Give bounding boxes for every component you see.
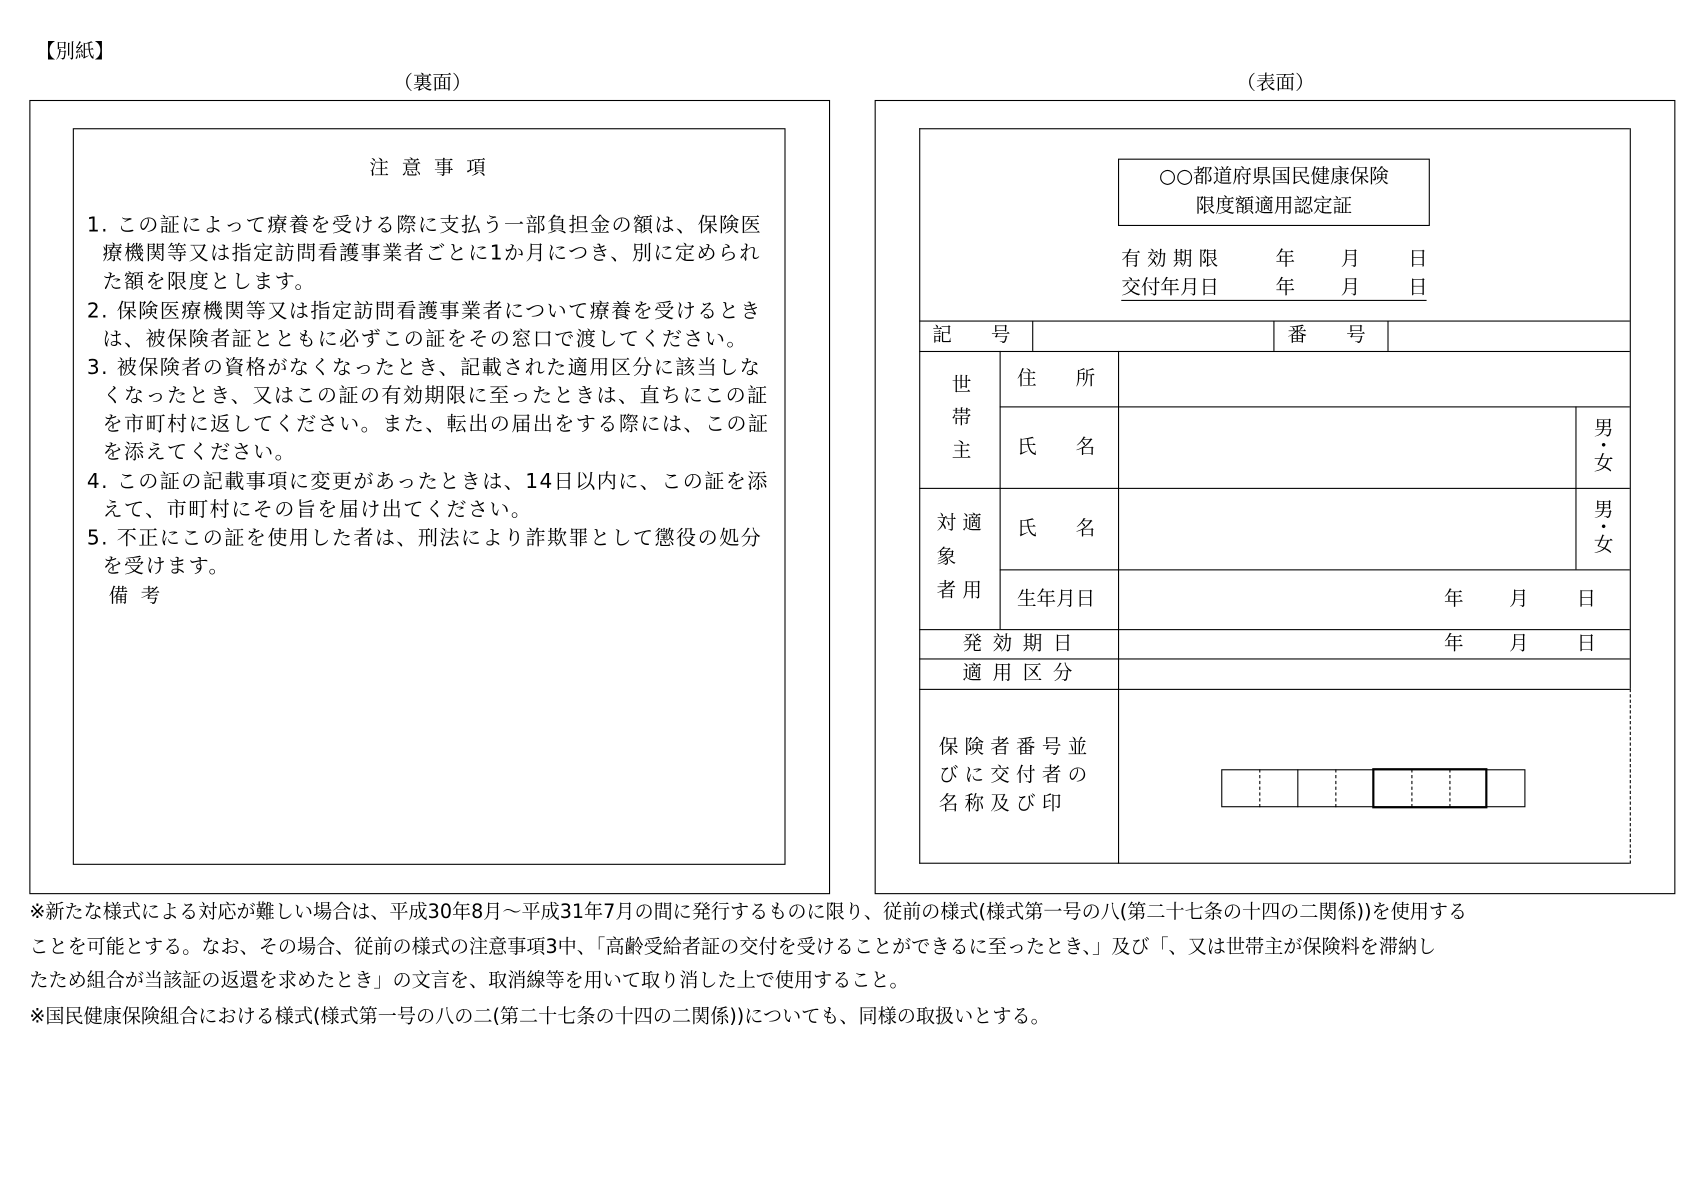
divider (1630, 128, 1631, 689)
divider (919, 658, 1630, 659)
insurer-label: 名 称 及 び 印 (938, 792, 1062, 815)
card-title-line2: 限度額適用認定証 (1195, 194, 1353, 218)
applicant-label: 象 (936, 545, 957, 569)
dashed-divider (1259, 769, 1260, 807)
card-title-line1: ○○都道府県国民健康保険 (1159, 165, 1389, 188)
front-side-label: （表面） (1236, 71, 1315, 95)
divider (1297, 769, 1298, 807)
notes-line: 療機関等又は指定訪問看護事業者ごとに1か月につき、別に定められ (86, 242, 761, 266)
divider (919, 351, 1630, 352)
sex-female: 女 (1593, 451, 1614, 475)
dashed-divider (1335, 769, 1336, 807)
divider (1118, 351, 1119, 864)
divider (1000, 406, 1630, 407)
applicant-label: 者 用 (936, 579, 982, 602)
back-card (73, 128, 786, 865)
divider (1575, 406, 1576, 569)
validity-day: 日 (1408, 247, 1428, 271)
effective-date-label: 発 効 期 日 (962, 632, 1075, 656)
footnote: ※国民健康保険組合における様式(様式第一号の八の二(第二十七条の十四の二関係))についても、同様の取扱いとする。 (29, 1006, 1050, 1028)
sex-male: 男 (1593, 498, 1614, 522)
validity-month: 月 (1340, 247, 1361, 271)
dashed-divider (1630, 689, 1631, 864)
remarks-label: 備 考 (108, 584, 161, 608)
issue-date-label: 交付年月日 (1121, 275, 1220, 299)
divider (1000, 569, 1630, 570)
issue-year: 年 (1275, 275, 1296, 299)
householder-label: 帯 (951, 406, 972, 430)
birth-date-label: 生年月日 (1016, 587, 1096, 611)
notes-line: た額を限度とします。 (86, 270, 317, 294)
insurer-label: 保 険 者 番 号 並 (938, 735, 1088, 759)
sex-female: 女 (1593, 533, 1614, 557)
notes-line: を添えてください。 (86, 441, 297, 464)
notes-line: 4. この証の記載事項に変更があったときは、14日以内に、この証を添 (86, 470, 769, 494)
divider (1032, 321, 1033, 351)
insurer-number-highlight (1372, 768, 1487, 808)
notes-line: 2. 保険医療機関等又は指定訪問看護事業者について療養を受けるとき (86, 299, 762, 323)
notes-line: 3. 被保険者の資格がなくなったとき、記載された適用区分に該当しな (86, 356, 762, 380)
divider (919, 629, 1630, 630)
notes-title: 注 意 事 項 (369, 156, 490, 180)
applicant-name-label: 氏 名 (1016, 517, 1096, 540)
householder-label: 主 (951, 438, 972, 462)
divider (1000, 351, 1001, 629)
footnote: たため組合が当該証の返還を求めたとき」の文言を、取消線等を用いて取り消した上で使用すること。 (29, 970, 909, 992)
birth-year: 年 (1443, 587, 1464, 611)
effective-year: 年 (1443, 632, 1464, 656)
notes-line: 5. 不正にこの証を使用した者は、刑法により詐欺罪として懲役の処分 (86, 526, 763, 550)
sex-male: 男 (1593, 417, 1614, 441)
insurer-label: び に 交 付 者 の (938, 763, 1088, 787)
notes-line: を市町村に返してください。また、転出の届出をする際には、この証 (86, 412, 770, 436)
householder-label: 世 (951, 373, 972, 397)
effective-day: 日 (1576, 632, 1597, 656)
symbol-label: 記 号 (932, 323, 1011, 347)
validity-label: 有 効 期 限 (1121, 247, 1219, 271)
issue-month: 月 (1340, 275, 1361, 299)
back-side-label: （裏面） (393, 71, 472, 95)
underline (1121, 300, 1426, 301)
issue-day: 日 (1408, 275, 1428, 299)
number-label: 番 号 (1287, 323, 1366, 347)
birth-day: 日 (1576, 587, 1597, 611)
divider (919, 689, 1630, 690)
footnote: ※新たな様式による対応が難しい場合は、平成30年8月～平成31年7月の間に発行するものに限り、従前の様式(様式第一号の八(第二十七条の十四の二関係))を使用する (29, 901, 1468, 924)
dashed-divider (1449, 769, 1450, 807)
category-label: 適 用 区 分 (962, 661, 1075, 685)
address-label: 住 所 (1016, 367, 1096, 391)
householder-name-label: 氏 名 (1016, 435, 1096, 459)
sex-separator: ・ (1593, 516, 1614, 539)
notes-line: は、被保険者証とともに必ずこの証をその窓口で渡してください。 (86, 328, 748, 351)
notes-line: 1. この証によって療養を受ける際に支払う一部負担金の額は、保険医 (86, 214, 763, 237)
divider (1387, 321, 1388, 351)
divider (1273, 321, 1274, 351)
notes-line: えて、市町村にその旨を届け出てください。 (86, 498, 533, 522)
dashed-divider (1411, 769, 1412, 807)
birth-month: 月 (1509, 587, 1529, 611)
validity-year: 年 (1275, 247, 1296, 271)
footnote: ことを可能とする。なお、その場合、従前の様式の注意事項3中、「高齢受給者証の交付を受けることができるに至ったとき、」及び「、又は世帯主が保険料を滞納し (29, 936, 1437, 959)
attachment-label: 【別紙】 (35, 40, 115, 64)
notes-line: くなったとき、又はこの証の有効期限に至ったときは、直ちにこの証 (86, 384, 769, 408)
effective-month: 月 (1509, 632, 1529, 656)
sex-separator: ・ (1593, 434, 1614, 458)
applicant-label: 対 適 (936, 511, 982, 535)
notes-line: を受けます。 (86, 555, 230, 579)
divider (919, 488, 1630, 489)
